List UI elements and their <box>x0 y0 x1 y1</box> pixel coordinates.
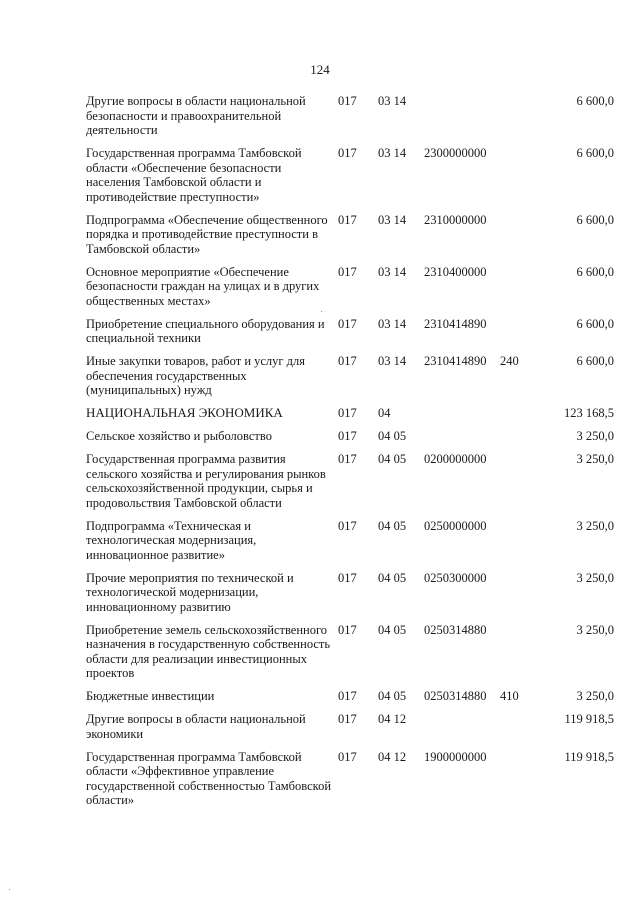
table-row <box>86 429 620 452</box>
row-expense-type <box>500 571 540 623</box>
row-gr-code: 017 <box>338 689 357 703</box>
row-section-code: 03 14 <box>378 264 407 279</box>
row-target-code: 0250314880 <box>424 622 487 637</box>
table-row <box>86 317 620 355</box>
row-target-code: 0250300000 <box>424 570 487 585</box>
row-section-code: 04 05 <box>378 518 407 533</box>
row-amount: 6 600,0 <box>576 146 614 160</box>
table-row <box>86 750 620 817</box>
row-target-code: 2310414890 <box>424 354 487 368</box>
table-row <box>86 406 620 429</box>
row-target-code: 2310400000 <box>424 264 487 279</box>
row-name: Приобретение земель сельскохозяйственного назначения в государственную собственность области для реализации инвестиционных проектов <box>86 622 331 680</box>
row-target-code: 2300000000 <box>424 146 487 160</box>
table-row <box>86 452 620 519</box>
row-target-code: 0250314880 <box>424 689 487 703</box>
row-amount: 6 600,0 <box>576 94 614 108</box>
row-name: Сельское хозяйство и рыболовство <box>86 429 272 443</box>
row-name: Государственная программа Тамбовской области «Обеспечение безопасности населения Тамбовской области и противодействие преступности» <box>86 146 302 204</box>
row-gr-code: 017 <box>338 518 357 533</box>
row-name: НАЦИОНАЛЬНАЯ ЭКОНОМИКА <box>86 405 283 420</box>
row-amount: 3 250,0 <box>576 570 614 585</box>
row-expense-type <box>500 94 540 146</box>
row-target-code: 1900000000 <box>424 749 487 764</box>
page-number: 124 <box>310 62 330 77</box>
table-row <box>86 712 620 750</box>
scan-speck <box>321 311 322 312</box>
row-target-code: 2310000000 <box>424 212 487 227</box>
row-gr-code: 017 <box>338 316 357 331</box>
row-name: Приобретение специального оборудования и специальной техники <box>86 316 325 345</box>
row-section-code: 04 05 <box>378 570 407 585</box>
table-row <box>86 265 620 317</box>
row-amount: 3 250,0 <box>576 622 614 637</box>
row-section-code: 04 05 <box>378 689 407 703</box>
row-amount: 3 250,0 <box>576 689 614 703</box>
table-row <box>86 213 620 265</box>
row-name: Подпрограмма «Обеспечение общественного порядка и противодействие преступности в Тамбовской области» <box>86 212 328 256</box>
row-expense-type <box>500 519 540 571</box>
row-name: Прочие мероприятия по технической и технологической модернизации, инновационному развитию <box>86 570 294 614</box>
row-section-code: 03 14 <box>378 212 407 227</box>
row-amount: 3 250,0 <box>576 452 614 466</box>
row-name: Другие вопросы в области национальной безопасности и правоохранительной деятельности <box>86 94 306 137</box>
row-expense-type <box>500 623 540 690</box>
row-expense-type <box>500 317 540 355</box>
row-name: Подпрограмма «Техническая и технологическая модернизация, инновационное развитие» <box>86 518 257 562</box>
row-amount: 119 918,5 <box>564 749 614 764</box>
row-amount: 6 600,0 <box>576 212 614 227</box>
row-amount: 3 250,0 <box>576 518 614 533</box>
row-amount: 3 250,0 <box>576 429 614 443</box>
table-row <box>86 689 620 712</box>
row-gr-code: 017 <box>338 94 357 108</box>
row-name: Бюджетные инвестиции <box>86 689 215 703</box>
row-section-code: 04 <box>378 406 391 420</box>
row-expense-type <box>500 750 540 817</box>
row-target-code: 0200000000 <box>424 452 487 466</box>
row-section-code: 04 12 <box>378 749 407 764</box>
row-gr-code: 017 <box>338 749 357 764</box>
row-expense-type <box>500 406 540 429</box>
row-target-code: 2310414890 <box>424 316 487 331</box>
row-target-code <box>424 712 500 750</box>
row-gr-code: 017 <box>338 406 357 420</box>
row-gr-code: 017 <box>338 570 357 585</box>
row-gr-code: 017 <box>338 712 357 726</box>
table-row <box>86 146 620 213</box>
row-name: Государственная программа развития сельского хозяйства и регулирования рынков сельскохозяйственной продукции, сырья и продовольствия Тамбовской области <box>86 452 326 510</box>
row-name: Основное мероприятие «Обеспечение безопасности граждан на улицах и в других общественных местах» <box>86 264 320 308</box>
row-section-code: 03 14 <box>378 146 407 160</box>
row-expense-type <box>500 146 540 213</box>
row-gr-code: 017 <box>338 264 357 279</box>
row-name: Иные закупки товаров, работ и услуг для обеспечения государственных (муниципальных) нужд <box>86 354 306 397</box>
row-name: Государственная программа Тамбовской области «Эффективное управление государственной собственностью Тамбовской области» <box>86 749 332 807</box>
row-gr-code: 017 <box>338 429 357 443</box>
row-expense-type <box>500 429 540 452</box>
row-amount: 119 918,5 <box>564 712 614 726</box>
scan-speck <box>9 889 10 890</box>
row-expense-type <box>500 712 540 750</box>
row-section-code: 04 05 <box>378 622 407 637</box>
row-expense-type <box>500 265 540 317</box>
row-amount: 123 168,5 <box>564 406 614 420</box>
row-target-code <box>424 406 500 429</box>
row-expense-type: 410 <box>500 689 519 703</box>
row-target-code: 0250000000 <box>424 518 487 533</box>
row-amount: 6 600,0 <box>576 316 614 331</box>
budget-table <box>86 94 620 816</box>
row-target-code <box>424 94 500 146</box>
row-gr-code: 017 <box>338 452 357 466</box>
table-row <box>86 571 620 623</box>
row-gr-code: 017 <box>338 212 357 227</box>
row-target-code <box>424 429 500 452</box>
table-row <box>86 354 620 406</box>
row-gr-code: 017 <box>338 146 357 160</box>
row-section-code: 03 14 <box>378 94 407 108</box>
row-amount: 6 600,0 <box>576 264 614 279</box>
row-section-code: 04 05 <box>378 429 407 443</box>
table-row <box>86 94 620 146</box>
row-name: Другие вопросы в области национальной экономики <box>86 712 306 741</box>
row-gr-code: 017 <box>338 354 357 368</box>
table-row <box>86 519 620 571</box>
row-amount: 6 600,0 <box>576 354 614 368</box>
row-expense-type: 240 <box>500 354 519 368</box>
row-section-code: 04 12 <box>378 712 407 726</box>
row-section-code: 03 14 <box>378 316 407 331</box>
row-expense-type <box>500 213 540 265</box>
row-section-code: 04 05 <box>378 452 407 466</box>
row-section-code: 03 14 <box>378 354 407 368</box>
row-gr-code: 017 <box>338 622 357 637</box>
row-expense-type <box>500 452 540 519</box>
table-row <box>86 623 620 690</box>
